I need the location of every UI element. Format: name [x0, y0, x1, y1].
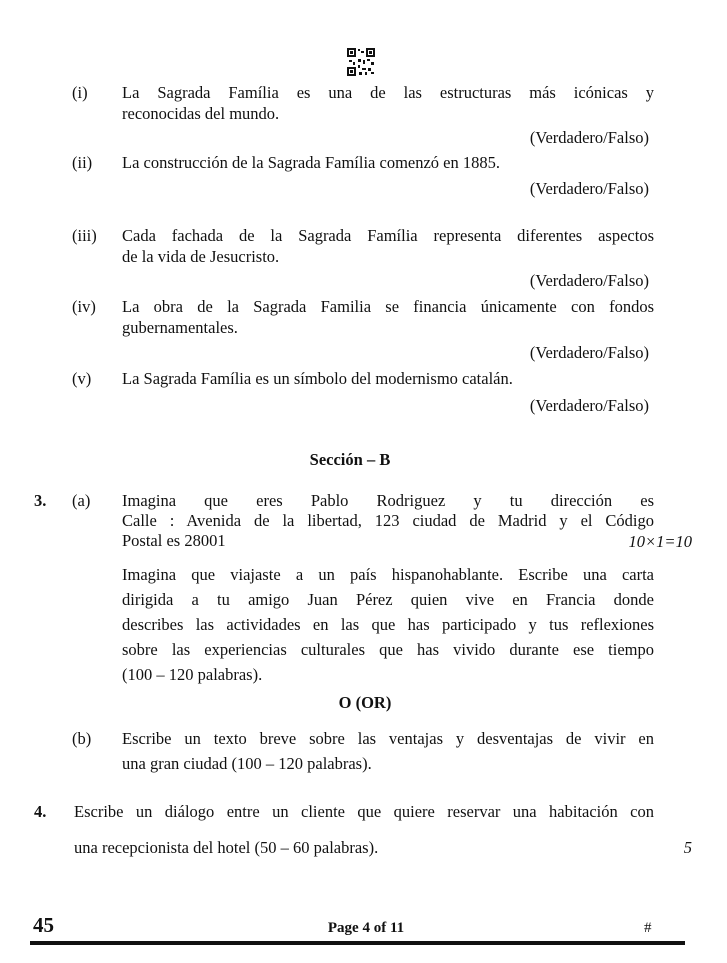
item-number: (iv) [72, 297, 96, 316]
question-text: Escribe un texto breve sobre las ventajas y desventajas de vivir en [122, 729, 654, 748]
answer-choice: (Verdadero/Falso) [529, 179, 649, 198]
question-text: Escribe un diálogo entre un cliente que quiere reservar una habitación con [74, 802, 654, 821]
question-text: una gran ciudad (100 – 120 palabras). [122, 754, 372, 773]
question-text: una recepcionista del hotel (50 – 60 palabras). [74, 838, 379, 857]
question-text: reconocidas del mundo. [122, 104, 280, 123]
question-text: Imagina que eres Pablo Rodriguez y tu dirección es [122, 491, 654, 510]
answer-choice: (Verdadero/Falso) [529, 128, 649, 147]
question-text: La obra de la Sagrada Familia se financia únicamente con fondos [122, 297, 654, 316]
paragraph-line: dirigida a tu amigo Juan Pérez quien vive en Francia donde [122, 590, 654, 609]
paragraph-line: describes las actividades en las que has participado y tus reflexiones [122, 615, 654, 634]
part-label: (b) [72, 729, 92, 748]
question-text: La Sagrada Família es una de las estructuras más icónicas y [122, 83, 654, 102]
question-text: La Sagrada Família es un símbolo del modernismo catalán. [122, 369, 513, 388]
question-text: Cada fachada de la Sagrada Família representa diferentes aspectos [122, 226, 654, 245]
paragraph-line: Imagina que viajaste a un país hispanohablante. Escribe una carta [122, 565, 654, 584]
item-number: (i) [72, 83, 88, 102]
part-label: (a) [72, 491, 91, 510]
hash-mark: # [644, 920, 652, 936]
item-number: (v) [72, 369, 92, 388]
marks: 10×1=10 [628, 532, 692, 551]
marks: 5 [683, 838, 692, 857]
question-text: Calle : Avenida de la libertad, 123 ciudad de Madrid y el Código [122, 511, 654, 530]
item-number: (ii) [72, 153, 93, 172]
section-title: Sección – B [309, 450, 391, 469]
instruction-paragraph [122, 562, 654, 687]
footer-rule [30, 941, 685, 945]
answer-choice: (Verdadero/Falso) [529, 271, 649, 290]
page-number: Page 4 of 11 [327, 920, 405, 936]
paragraph-line: sobre las experiencias culturales que has vivido durante ese tiempo [122, 640, 654, 659]
question-text: de la vida de Jesucristo. [122, 247, 280, 266]
question-text-block [122, 726, 654, 776]
question-text: Postal es 28001 [122, 531, 226, 550]
question-number: 4. [34, 802, 47, 821]
question-text: gubernamentales. [122, 318, 238, 337]
paragraph-line: (100 – 120 palabras). [122, 665, 263, 684]
qr-code-icon [347, 48, 375, 76]
item-number: (iii) [72, 226, 97, 245]
question-text: La construcción de la Sagrada Família comenzó en 1885. [122, 153, 500, 172]
or-separator: O (OR) [338, 693, 392, 712]
answer-choice: (Verdadero/Falso) [529, 343, 649, 362]
question-number: 3. [34, 491, 47, 510]
paper-code: 45 [33, 913, 54, 937]
answer-choice: (Verdadero/Falso) [529, 396, 649, 415]
